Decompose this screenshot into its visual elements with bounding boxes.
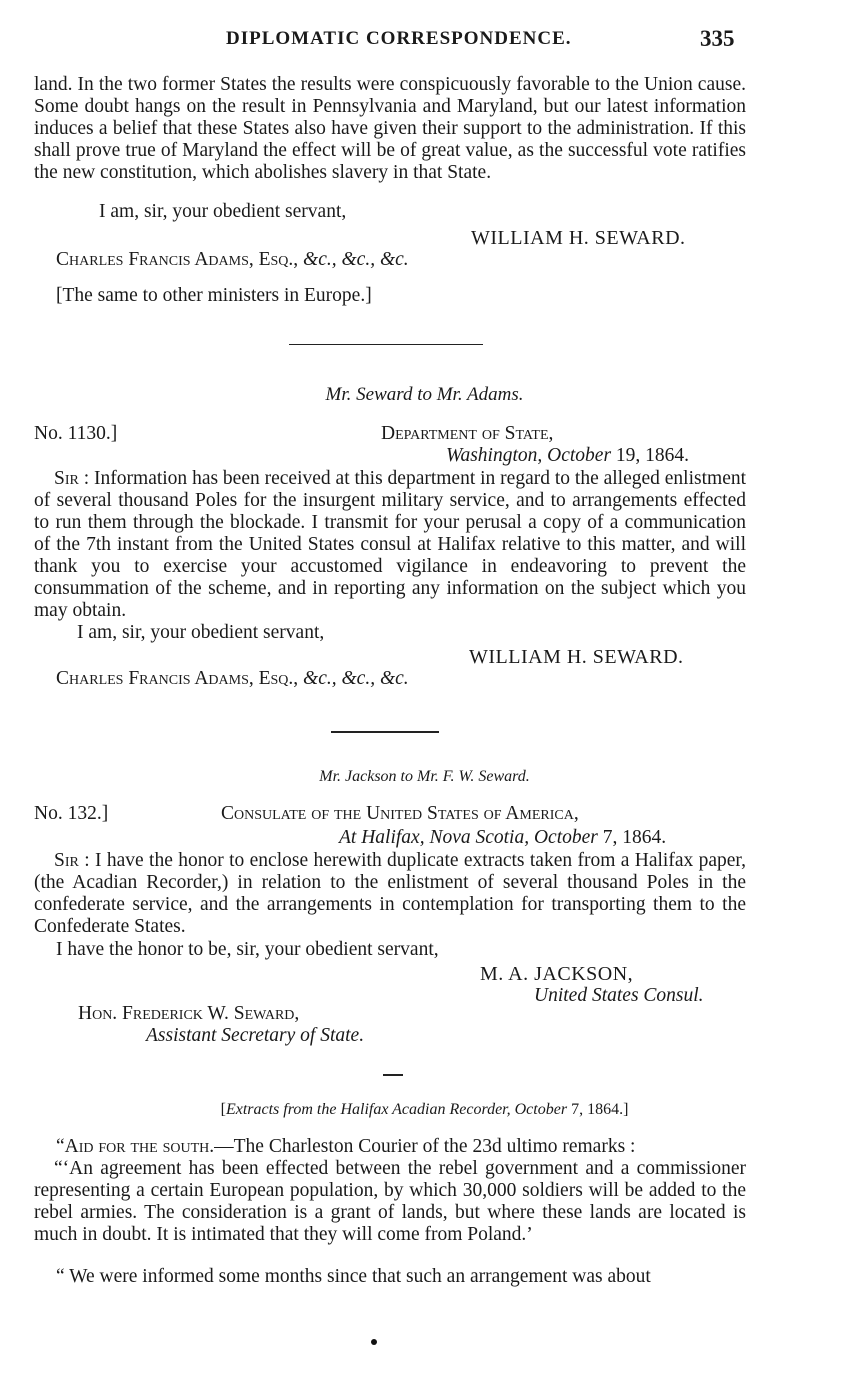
section-divider	[331, 731, 439, 733]
extract-quote: “‘An agreement has been effected between the rebel government and a commissioner representing a certain European population, by which 30,000 soldiers will be added to the rebel armies. The consideration is a grant of lands, but where these lands are located is much in doubt. It is intimated that they will come from Poland.’	[34, 1158, 746, 1245]
extract-lead: “Aid for the south.—The Charleston Courier of the 23d ultimo remarks :	[56, 1136, 636, 1157]
letter3-closing: I have the honor to be, sir, your obedient servant,	[56, 939, 439, 960]
letter3-signature: M. A. JACKSON,	[480, 963, 634, 985]
letter2-signature: WILLIAM H. SEWARD.	[469, 646, 684, 668]
ink-spot	[371, 1339, 377, 1345]
letter3-signature-title: United States Consul.	[534, 985, 704, 1006]
letter1-closing: I am, sir, your obedient servant,	[99, 201, 347, 222]
addressee-name: Charles Francis Adams, Esq.,	[56, 249, 299, 270]
section-divider	[383, 1074, 403, 1076]
letter2-closing: I am, sir, your obedient servant,	[77, 622, 325, 643]
letter3-number: No. 132.]	[34, 803, 109, 824]
letter2-title: Mr. Seward to Mr. Adams.	[325, 384, 524, 405]
section-divider	[289, 344, 483, 345]
letter1-addressee	[56, 249, 409, 271]
salutation: Sir :	[54, 850, 90, 871]
letter3-addressee-title: Assistant Secretary of State.	[146, 1025, 365, 1046]
addressee-etc: &c., &c., &c.	[303, 249, 409, 270]
extract-heading: [Extracts from the Halifax Acadian Recorder, October 7, 1864.]	[220, 1101, 629, 1118]
letter2-number: No. 1130.]	[34, 423, 118, 444]
letter2-department: Department of State,	[381, 423, 554, 444]
page-header	[0, 26, 849, 52]
letter1-paragraph: land. In the two former States the results were conspicuously favorable to the Union cause. Some doubt hangs on the result in Pennsylvania and Maryland, but our latest information induces a belief that these States also have given their support to the administration. If this shall prove true of Maryland the effect will be of great value, as the successful vote ratifies the new constitution, which abolishes slavery in that State.	[34, 74, 746, 183]
letter1-signature: WILLIAM H. SEWARD.	[471, 227, 686, 249]
running-head: DIPLOMATIC CORRESPONDENCE.	[226, 28, 572, 49]
letter2-body: Sir : Information has been received at this department in regard to the alleged enlistment of several thousand Poles for the insurgent military service, and to arrangements effected to run them through the blockade. I transmit for your perusal a copy of a communication of the 7th instant from the United States consul at Halifax relative to this matter, and will thank you to exercise your accustomed vigilance in endeavoring to prevent the consummation of the scheme, and in reporting any information on the subject which you may obtain.	[34, 468, 747, 621]
letter2-place-date: Washington, October 19, 1864.	[446, 445, 690, 466]
letter3-title: Mr. Jackson to Mr. F. W. Seward.	[319, 768, 530, 785]
letter1-note: [The same to other ministers in Europe.]	[56, 285, 372, 306]
salutation: Sir :	[54, 468, 90, 489]
letter3-place-date: At Halifax, Nova Scotia, October 7, 1864.	[339, 827, 667, 848]
letter3-consulate: Consulate of the United States of America,	[221, 803, 579, 824]
letter2-addressee	[56, 668, 409, 690]
letter3-body: Sir : I have the honor to enclose herewith duplicate extracts taken from a Halifax paper, (the Acadian Recorder,) in relation to the enlistment of several thousand Poles in the confederate service, and the arrangements in contemplation for transporting them to the Confederate States.	[34, 850, 747, 937]
page-number: 335	[700, 26, 735, 51]
letter3-addressee-name: Hon. Frederick W. Seward,	[78, 1003, 300, 1024]
extract-last-line: “ We were informed some months since that such an arrangement was about	[56, 1266, 651, 1287]
addressee-etc: &c., &c., &c.	[303, 668, 409, 689]
addressee-name: Charles Francis Adams, Esq.,	[56, 668, 299, 689]
